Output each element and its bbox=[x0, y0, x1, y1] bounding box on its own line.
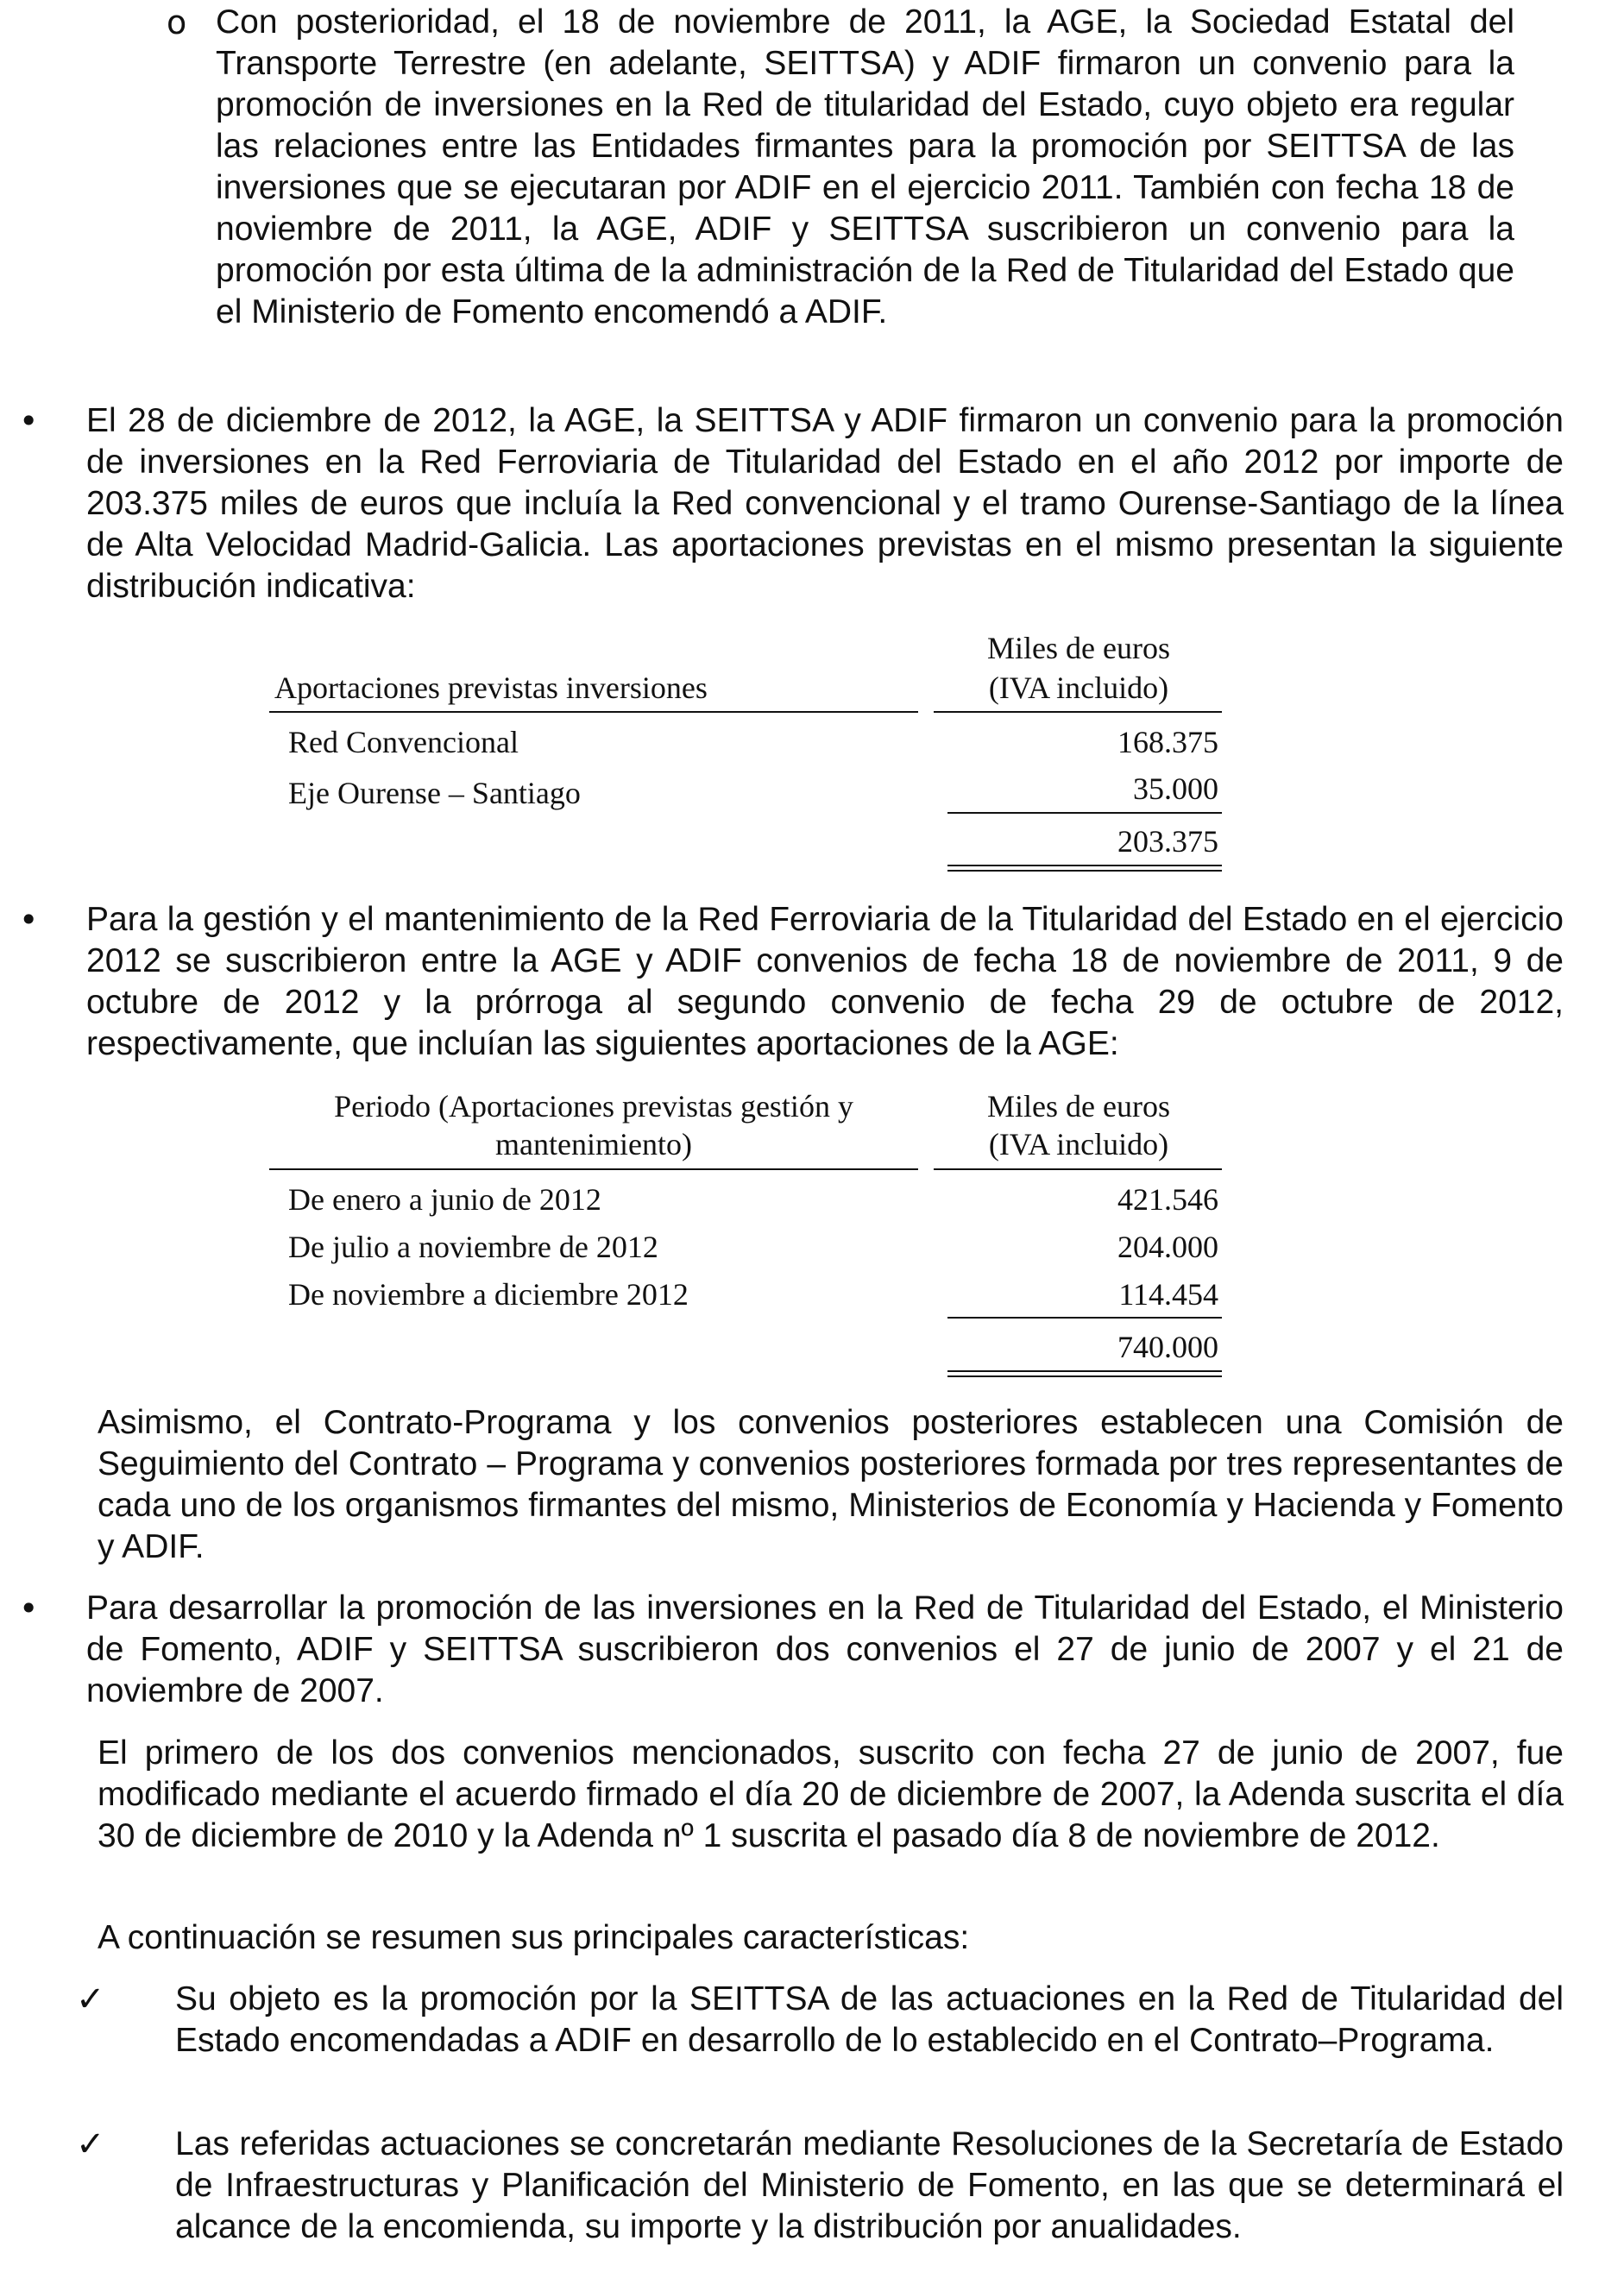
table-row-label: De julio a noviembre de 2012 bbox=[288, 1230, 658, 1264]
table-total-double-rule bbox=[947, 865, 1222, 872]
bullet-marker: • bbox=[19, 901, 39, 939]
table-header-rule-left bbox=[269, 1168, 918, 1170]
bullet-marker: • bbox=[19, 1589, 39, 1627]
paragraph-bullet-1: El 28 de diciembre de 2012, la AGE, la SEITTSA y ADIF firmaron un convenio para la promoción de inversiones en la Red Ferroviaria de Titularidad del Estado en el año 2012 por importe de 203.375 miles de euros que incluía la Red convencional y el tramo Ourense-Santiago de la línea de Alta Velocidad Madrid-Galicia. Las aportaciones previstas en el mismo presentan la siguiente distribución indicativa: bbox=[86, 402, 1564, 605]
table-subtotal-rule bbox=[947, 812, 1222, 814]
paragraph-primero: El primero de los dos convenios mencionados, suscrito con fecha 27 de junio de 2007, fue modificado mediante el acuerdo firmado el día 20 de diciembre de 2007, la Adenda suscrita el día 30 de diciembre de 2010 y la Adenda nº 1 suscrita el pasado día 8 de noviembre de 2012. bbox=[98, 1734, 1564, 1854]
table-subtotal-rule bbox=[947, 1317, 1222, 1319]
table-row-value: 35.000 bbox=[1133, 771, 1218, 806]
paragraph-asimismo: Asimismo, el Contrato-Programa y los convenios posteriores establecen una Comisión de Seguimiento del Contrato – Programa y convenios posteriores formada por tres representantes de cada uno de los organismos firmantes del mismo, Ministerios de Economía y Hacienda y Fomento y ADIF. bbox=[98, 1404, 1564, 1565]
check-mark-icon: ✓ bbox=[76, 1980, 105, 2019]
table-row-label: Eje Ourense – Santiago bbox=[288, 776, 581, 810]
paragraph-check-2: Las referidas actuaciones se concretarán mediante Resoluciones de la Secretaría de Estado de Infraestructuras y Planificación del Ministerio de Fomento, en las que se determinará el alcance de la encomienda, su importe y la distribución por anualidades. bbox=[175, 2125, 1564, 2245]
table-header-units: Miles de euros bbox=[987, 1089, 1170, 1124]
paragraph-check-1: Su objeto es la promoción por la SEITTSA de las actuaciones en la Red de Titularidad del Estado encomendadas a ADIF en desarrollo de lo establecido en el Contrato–Programa. bbox=[175, 1980, 1564, 2059]
table-row-label: De noviembre a diciembre 2012 bbox=[288, 1277, 689, 1312]
paragraph-sub-item-1: Con posterioridad, el 18 de noviembre de 2011, la AGE, la Sociedad Estatal del Transporte Terrestre (en adelante, SEITTSA) y ADIF firmaron un convenio para la promoción de inversiones en la Red de titularidad del Estado, cuyo objeto era regular las relaciones entre las Entidades firmantes para la promoción por SEITTSA de las inversiones que se ejecutaran por ADIF en el ejercicio 2011. También con fecha 18 de noviembre de 2011, la AGE, ADIF y SEITTSA suscribieron un convenio para la promoción por esta última de la administración de la Red de Titularidad del Estado que el Ministerio de Fomento encomendó a ADIF. bbox=[216, 3, 1514, 330]
table-header-label-line1: Periodo (Aportaciones previstas gestión y bbox=[334, 1089, 853, 1124]
table-row-value: 421.546 bbox=[1117, 1182, 1218, 1217]
paragraph-bullet-2: Para la gestión y el mantenimiento de la Red Ferroviaria de la Titularidad del Estado en el ejercicio 2012 se suscribieron entre la AGE y ADIF convenios de fecha 18 de noviembre de 2011, 9 de octubre de 2012 y la prórroga al segundo convenio de fecha 29 de octubre de 2012, respectivamente, que incluían las siguientes aportaciones de la AGE: bbox=[86, 901, 1564, 1062]
table-row-value: 168.375 bbox=[1117, 725, 1218, 759]
table-total-value: 740.000 bbox=[1117, 1330, 1218, 1364]
table-row-label: De enero a junio de 2012 bbox=[288, 1182, 601, 1217]
table-header-vat: (IVA incluido) bbox=[988, 670, 1169, 705]
table-row-value: 204.000 bbox=[1117, 1230, 1218, 1264]
table-header-rule-right bbox=[934, 711, 1222, 713]
paragraph-continuacion: A continuación se resumen sus principales características: bbox=[98, 1919, 970, 1956]
table-header-label-line2: mantenimiento) bbox=[495, 1127, 692, 1161]
check-mark-icon: ✓ bbox=[76, 2124, 105, 2164]
paragraph-bullet-3: Para desarrollar la promoción de las inversiones en la Red de Titularidad del Estado, el Ministerio de Fomento, ADIF y SEITTSA suscribieron dos convenios el 27 de junio de 2007 y el 21 de noviembre de 2007. bbox=[86, 1589, 1564, 1709]
table-total-double-rule bbox=[947, 1370, 1222, 1377]
table-header-units: Miles de euros bbox=[987, 631, 1170, 665]
table-header-rule-right bbox=[934, 1168, 1222, 1170]
table-header-vat: (IVA incluido) bbox=[988, 1127, 1169, 1161]
table-row-label: Red Convencional bbox=[288, 725, 519, 759]
table-total-value: 203.375 bbox=[1117, 824, 1218, 859]
sub-bullet-marker: o bbox=[167, 3, 187, 41]
table-header-label: Aportaciones previstas inversiones bbox=[274, 670, 708, 705]
table-header-rule-left bbox=[269, 711, 918, 713]
table-row-value: 114.454 bbox=[1118, 1277, 1218, 1312]
bullet-marker: • bbox=[19, 402, 39, 440]
